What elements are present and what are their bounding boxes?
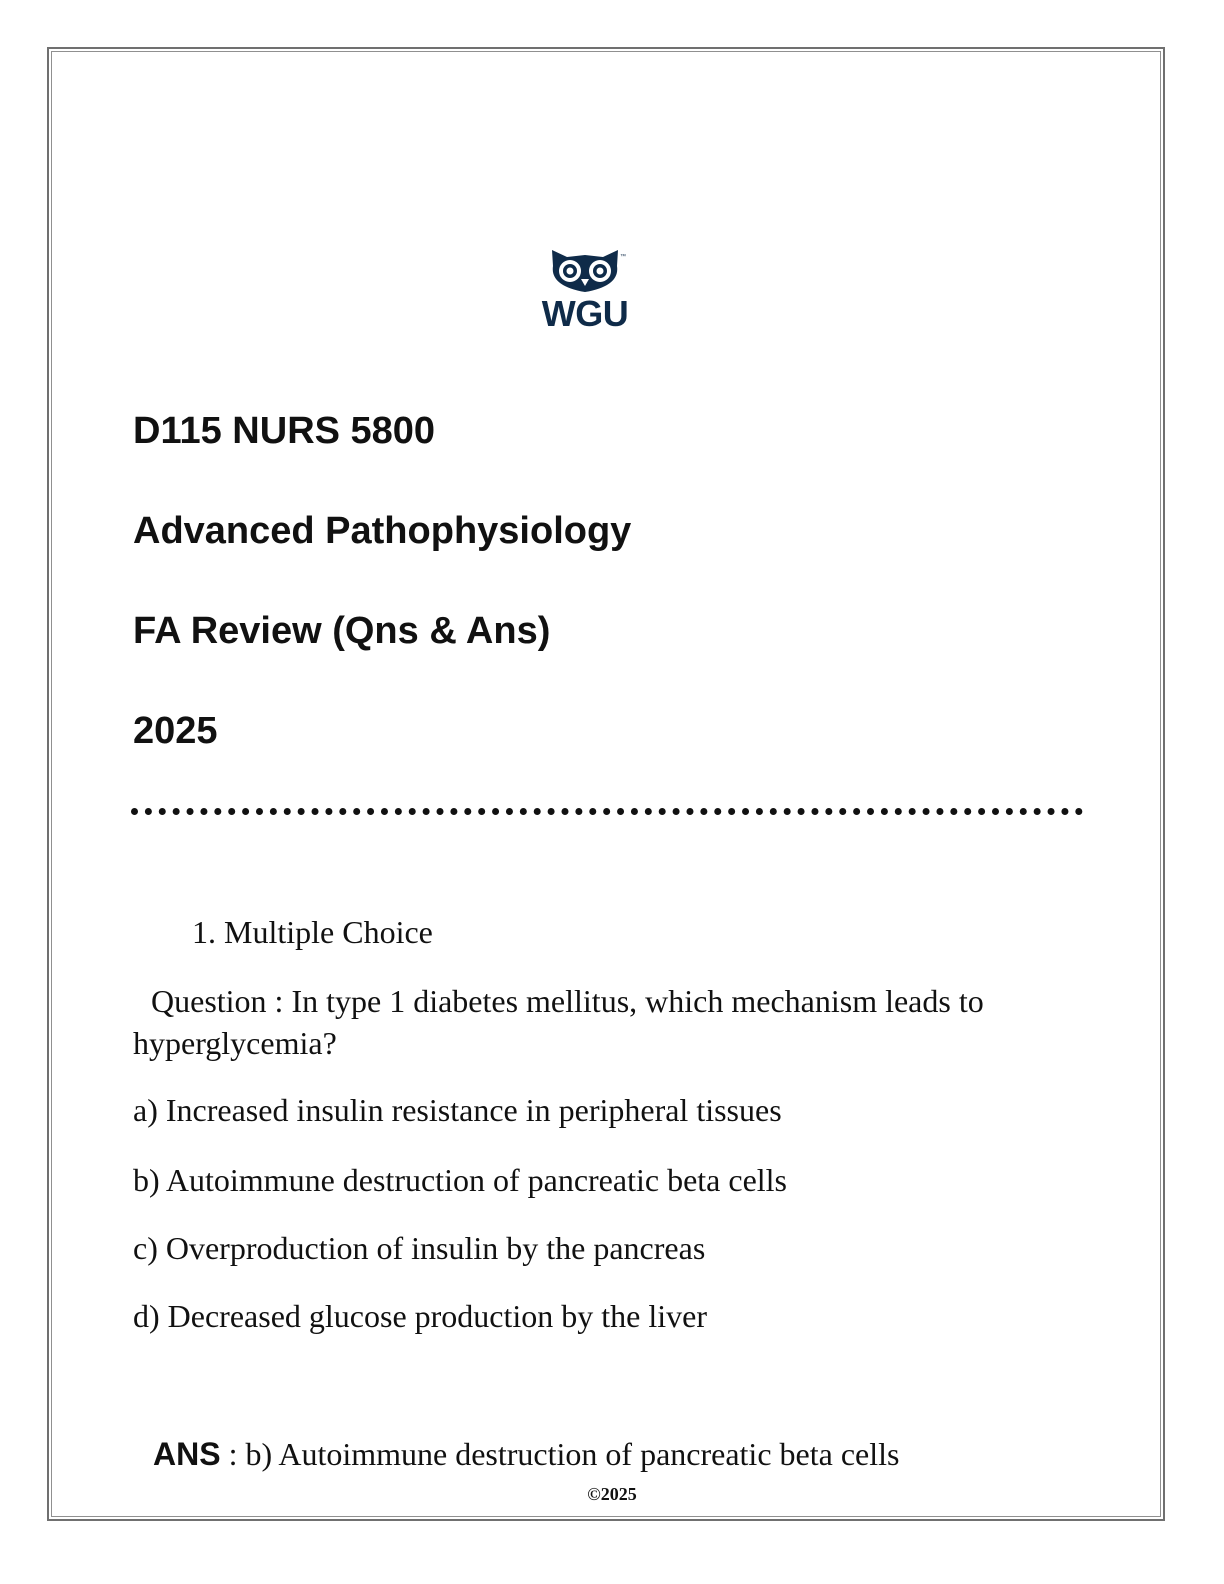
option-d: d) Decreased glucose production by the liver [133,1298,708,1334]
question-body: : In type 1 diabetes mellitus, which mechanism leads to hyperglycemia? [133,983,984,1061]
dotted-divider [131,808,1083,815]
course-code-heading: D115 NURS 5800 [133,410,436,452]
question-label: Question [151,983,267,1019]
year-heading: 2025 [133,710,218,752]
svg-text:™: ™ [620,254,626,260]
answer-line [153,1432,899,1476]
question-text [133,980,1073,1064]
answer-label: ANS [153,1436,221,1472]
document-type-heading: FA Review (Qns & Ans) [133,610,551,652]
option-b: b) Autoimmune destruction of pancreatic beta cells [133,1162,787,1198]
option-a: a) Increased insulin resistance in peripheral tissues [133,1092,782,1128]
subject-heading: Advanced Pathophysiology [133,510,632,552]
owl-icon [534,246,636,294]
option-c: c) Overproduction of insulin by the pancreas [133,1230,706,1266]
logo-wordmark: WGU [541,293,629,334]
wgu-logo [534,246,636,336]
copyright-footer: ©2025 [587,1484,637,1504]
answer-text: : b) Autoimmune destruction of pancreatic beta cells [220,1436,900,1472]
section-label: 1. Multiple Choice [192,914,433,950]
